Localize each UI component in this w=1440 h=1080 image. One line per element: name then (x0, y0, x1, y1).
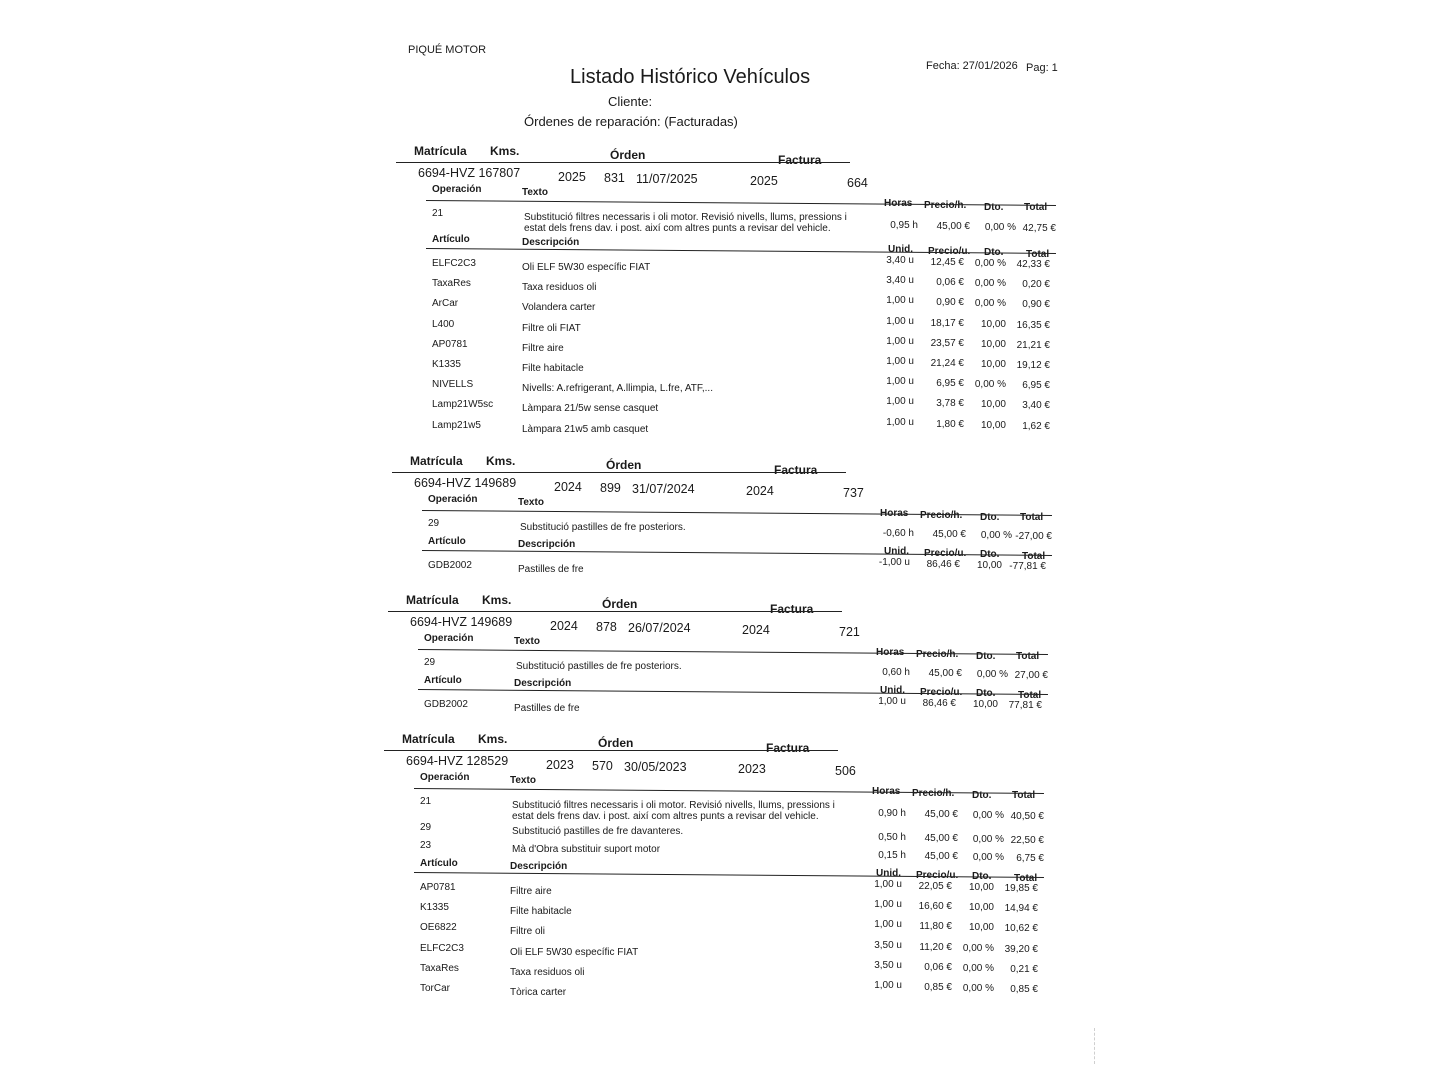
article-price: 16,60 € (918, 901, 952, 913)
article-dto: 10,00 (980, 399, 1006, 411)
article-units: 1,00 u (886, 356, 914, 367)
article-units: 3,50 u (874, 939, 902, 951)
order-date: 31/07/2024 (632, 482, 695, 496)
vehicle-header-rule (384, 750, 838, 751)
operation-code: 29 (420, 822, 432, 833)
operation-total: 27,00 € (1014, 670, 1048, 681)
articulo-header: Artículo (424, 675, 462, 686)
article-row (396, 315, 1066, 339)
article-description: Filte habitacle (522, 363, 584, 374)
operation-dto: 0,00 % (984, 222, 1016, 233)
article-units: -1,00 u (878, 557, 910, 568)
operation-price: 45,00 € (924, 809, 958, 820)
texto-header: Texto (522, 187, 548, 198)
article-description: Làmpara 21/5w sense casquet (522, 403, 659, 415)
article-code: K1335 (420, 902, 449, 914)
article-total: 6,95 € (1022, 380, 1050, 392)
operation-dto: 0,00 % (972, 810, 1004, 821)
order-number: 878 (596, 620, 617, 634)
descripcion-header: Descripción (522, 237, 580, 248)
total-header: Total (1018, 690, 1042, 701)
operation-code: 29 (424, 657, 436, 668)
operation-hours: 0,15 h (878, 850, 906, 861)
operation-text-line: Substitució pastilles de fre posteriors. (520, 522, 686, 533)
article-price: 12,45 € (930, 257, 964, 268)
total-header: Total (1022, 551, 1046, 562)
article-total: 19,12 € (1016, 360, 1050, 371)
dto-header: Dto. (980, 512, 1000, 523)
operation-text-line: Mà d'Obra substituir suport motor (512, 844, 661, 855)
factura-header: Factura (774, 463, 818, 477)
article-units: 1,00 u (886, 315, 914, 327)
article-row (396, 356, 1066, 379)
horas-header: Horas (880, 508, 909, 519)
orders-filter-label: Órdenes de reparación: (Facturadas) (524, 114, 738, 129)
precio-h-header: Precio/h. (924, 200, 967, 211)
operation-total: 40,50 € (1010, 811, 1044, 822)
precio-h-header: Precio/h. (920, 510, 963, 521)
dto-header: Dto. (972, 790, 992, 801)
factura-header: Factura (778, 153, 822, 167)
vehicle-header-rule (392, 472, 846, 473)
operation-text-line: estat dels frens dav. i post. així com altres punts a revisar del vehicle. (512, 811, 819, 822)
matricula-header: Matrícula (402, 732, 455, 746)
article-code: GDB2002 (424, 699, 468, 710)
article-row (384, 899, 1054, 922)
article-code: TorCar (420, 983, 451, 994)
horas-header: Horas (884, 198, 913, 209)
article-row (384, 919, 1054, 942)
article-price: 11,80 € (919, 921, 952, 933)
operation-price: 45,00 € (936, 221, 970, 232)
article-total: 10,62 € (1004, 923, 1038, 935)
article-dto: 10,00 (980, 338, 1006, 350)
texto-header: Texto (510, 775, 536, 786)
invoice-number: 737 (843, 486, 864, 500)
article-price: 18,17 € (930, 317, 964, 329)
total-header: Total (1014, 873, 1038, 884)
unid-header: Unid. (888, 244, 913, 255)
operation-dto: 0,00 % (972, 852, 1004, 863)
operation-dto: 0,00 % (976, 669, 1008, 680)
article-row (396, 335, 1066, 359)
precio-h-header: Precio/h. (912, 788, 955, 799)
article-units: 1,00 u (874, 879, 902, 890)
article-row (388, 696, 1058, 719)
texto-header: Texto (518, 497, 544, 508)
article-price: 23,57 € (930, 337, 964, 349)
article-description: Volandera carter (522, 302, 596, 314)
report-date: Fecha: 27/01/2026 (926, 60, 1018, 72)
article-description: Filtre oli (510, 926, 546, 938)
article-description: Filtre aire (510, 886, 552, 897)
page-number: Pag: 1 (1026, 62, 1058, 74)
article-total: 0,85 € (1010, 984, 1038, 995)
operation-total: 42,75 € (1022, 223, 1056, 234)
article-units: 1,00 u (874, 980, 902, 991)
vehicle-header (384, 732, 844, 755)
precio-h-header: Precio/h. (916, 649, 959, 660)
report-document (396, 40, 1066, 1040)
operation-price: 45,00 € (924, 851, 958, 862)
article-price: 6,95 € (936, 378, 964, 390)
article-dto: 0,00 % (962, 983, 994, 994)
article-code: ELFC2C3 (420, 942, 464, 954)
article-units: 3,40 u (886, 255, 914, 266)
order-date: 30/05/2023 (624, 760, 687, 774)
matricula-header: Matrícula (414, 144, 467, 158)
operation-hours: 0,60 h (882, 667, 910, 678)
total-header: Total (1012, 790, 1036, 801)
article-total: 21,21 € (1016, 339, 1050, 351)
article-dto: 0,00 % (962, 942, 994, 954)
article-code: TaxaRes (432, 278, 471, 290)
orden-header: Órden (610, 148, 646, 162)
article-price: 86,46 € (926, 559, 960, 570)
article-row (396, 396, 1066, 419)
order-year: 2025 (558, 170, 586, 184)
article-description: Tòrica carter (510, 987, 567, 998)
operation-code: 23 (420, 840, 432, 851)
article-code: K1335 (432, 359, 461, 370)
total-header: Total (1020, 512, 1044, 523)
article-units: 1,00 u (878, 696, 906, 707)
operation-price: 45,00 € (928, 668, 962, 679)
plate-kms: 6694-HVZ 149689 (410, 615, 513, 629)
article-price: 0,06 € (936, 277, 964, 289)
article-dto: 0,00 % (974, 379, 1006, 391)
operation-text-line: Substitució filtres necessaris i oli motor. Revisió nivells, llums, pressions i (524, 212, 847, 223)
article-price: 0,06 € (924, 961, 952, 973)
descripcion-header: Descripción (510, 861, 568, 872)
articulo-header: Artículo (432, 234, 470, 245)
article-description: Filtre aire (522, 342, 564, 354)
operation-total: -27,00 € (1015, 531, 1052, 542)
article-units: 1,00 u (886, 416, 914, 428)
plate-kms: 6694-HVZ 128529 (406, 754, 509, 768)
invoice-number: 506 (835, 764, 856, 778)
article-description: Oli ELF 5W30 específic FIAT (522, 262, 651, 273)
operation-code: 21 (432, 208, 444, 219)
operation-text-line: Substitució pastilles de fre posteriors. (516, 661, 682, 672)
operacion-header: Operación (424, 633, 474, 644)
articulo-header: Artículo (420, 858, 458, 869)
vehicle-block (384, 732, 1054, 1032)
order-date: 26/07/2024 (628, 621, 691, 635)
descripcion-header: Descripción (514, 678, 572, 689)
article-code: GDB2002 (428, 560, 472, 571)
kms-header: Kms. (482, 593, 512, 607)
article-dto: 10,00 (980, 318, 1006, 330)
article-description: Oli ELF 5W30 específic FIAT (510, 946, 639, 958)
article-code: OE6822 (420, 922, 457, 934)
article-row (396, 295, 1066, 318)
horas-header: Horas (872, 786, 901, 797)
article-description: Filte habitacle (510, 906, 572, 918)
operation-price: 45,00 € (932, 529, 966, 540)
article-total: 3,40 € (1022, 400, 1050, 412)
article-row (396, 416, 1066, 440)
report-title: Listado Histórico Vehículos (570, 66, 811, 88)
plate-kms: 6694-HVZ 149689 (414, 476, 517, 490)
vehicle-header (388, 593, 848, 616)
article-price: 22,05 € (918, 881, 952, 892)
article-description: Làmpara 21w5 amb casquet (522, 423, 649, 435)
order-year: 2024 (550, 619, 578, 633)
article-total: 0,21 € (1010, 963, 1038, 975)
article-units: 3,50 u (874, 959, 902, 971)
article-row (384, 939, 1054, 963)
article-description: Nivells: A.refrigerant, A.llimpia, L.fre, ATF,... (522, 383, 713, 395)
total-header: Total (1026, 249, 1050, 260)
article-units: 1,00 u (886, 396, 914, 408)
article-code: NIVELLS (432, 379, 474, 391)
article-total: 1,62 € (1022, 420, 1050, 432)
orden-header: Órden (598, 736, 634, 750)
article-dto: 10,00 (972, 699, 998, 710)
article-dto: 10,00 (968, 902, 994, 914)
operation-hours: 0,50 h (878, 832, 906, 843)
kms-header: Kms. (486, 454, 516, 468)
order-date: 11/07/2025 (636, 172, 698, 186)
matricula-header: Matrícula (406, 593, 459, 607)
horas-header: Horas (876, 647, 905, 658)
article-units: 1,00 u (886, 376, 914, 388)
company-name: PIQUÉ MOTOR (408, 44, 487, 56)
total-header: Total (1016, 651, 1040, 662)
order-year: 2023 (546, 758, 574, 772)
invoice-year: 2023 (738, 762, 766, 776)
unid-header: Unid. (884, 546, 909, 557)
precio-u-header: Precio/u. (924, 548, 967, 559)
kms-header: Kms. (490, 144, 520, 158)
unid-header: Unid. (880, 685, 905, 696)
vehicle-block (396, 144, 1066, 444)
plate-kms: 6694-HVZ 167807 (418, 166, 521, 180)
operation-hours: -0,60 h (882, 528, 914, 539)
article-units: 3,40 u (886, 275, 914, 287)
article-code: ELFC2C3 (432, 258, 476, 269)
article-total: 39,20 € (1004, 943, 1038, 955)
invoice-year: 2024 (742, 623, 770, 637)
dto-header: Dto. (976, 688, 996, 699)
orden-header: Órden (602, 597, 638, 611)
article-code: Lamp21w5 (432, 419, 481, 431)
article-code: AP0781 (432, 338, 468, 350)
invoice-year: 2024 (746, 484, 774, 498)
unid-header: Unid. (876, 868, 901, 879)
article-row (384, 879, 1054, 902)
operation-code: 29 (428, 518, 440, 529)
article-price: 86,46 € (922, 698, 956, 709)
article-dto: 0,00 % (974, 278, 1006, 290)
article-dto: 10,00 (968, 882, 994, 893)
client-label: Cliente: (608, 94, 653, 109)
precio-u-header: Precio/u. (928, 246, 971, 257)
article-row (396, 255, 1066, 278)
article-dto: 0,00 % (974, 298, 1006, 310)
article-price: 3,78 € (936, 398, 964, 410)
operation-text-line: Substitució pastilles de fre davanteres. (512, 826, 684, 837)
article-dto: 10,00 (980, 359, 1006, 370)
invoice-year: 2025 (750, 174, 778, 188)
article-total: 14,94 € (1004, 903, 1038, 915)
precio-u-header: Precio/u. (920, 687, 963, 698)
article-description: Taxa residuos oli (522, 282, 597, 294)
operacion-header: Operación (432, 184, 482, 195)
article-total: 0,20 € (1022, 279, 1050, 291)
article-code: AP0781 (420, 882, 456, 893)
total-header: Total (1024, 202, 1048, 213)
vehicle-header (392, 454, 852, 477)
order-year: 2024 (554, 480, 582, 494)
vehicle-header-rule (396, 162, 850, 163)
factura-header: Factura (770, 602, 814, 616)
article-description: Filtre oli FIAT (522, 322, 581, 334)
article-total: -77,81 € (1009, 561, 1046, 572)
article-price: 11,20 € (919, 941, 952, 953)
operacion-header: Operación (420, 772, 470, 783)
article-price: 0,85 € (924, 982, 952, 993)
article-dto: 0,00 % (974, 258, 1006, 269)
invoice-number: 664 (847, 176, 868, 190)
article-total: 0,90 € (1022, 299, 1050, 311)
article-units: 1,00 u (886, 295, 914, 307)
article-description: Pastilles de fre (514, 703, 580, 714)
article-row (384, 980, 1054, 1003)
dto-header: Dto. (976, 651, 996, 662)
order-number: 570 (592, 759, 613, 773)
matricula-header: Matrícula (410, 454, 463, 468)
article-code: ArCar (432, 298, 459, 310)
dto-header: Dto. (972, 871, 992, 882)
article-description: Pastilles de fre (518, 564, 584, 575)
article-total: 42,33 € (1016, 259, 1050, 270)
article-price: 0,90 € (936, 297, 964, 309)
operation-total: 6,75 € (1016, 853, 1044, 864)
scan-edge-mark (1094, 1028, 1095, 1064)
operation-hours: 0,90 h (878, 808, 906, 819)
article-price: 1,80 € (936, 418, 964, 430)
operation-text-line: estat dels frens dav. i post. així com altres punts a revisar del vehicle. (524, 223, 831, 234)
article-dto: 10,00 (968, 922, 994, 934)
article-dto: 10,00 (976, 560, 1002, 571)
operacion-header: Operación (428, 494, 478, 505)
article-row (396, 376, 1066, 399)
article-total: 19,85 € (1004, 883, 1038, 894)
order-number: 899 (600, 481, 621, 495)
article-total: 77,81 € (1008, 700, 1042, 711)
article-price: 21,24 € (930, 358, 964, 369)
dto-header: Dto. (980, 549, 1000, 560)
factura-header: Factura (766, 741, 810, 755)
operation-dto: 0,00 % (980, 530, 1012, 541)
article-code: Lamp21W5sc (432, 399, 494, 411)
article-row (392, 557, 1062, 580)
article-dto: 0,00 % (962, 962, 994, 974)
dto-header: Dto. (984, 247, 1004, 258)
article-row (384, 959, 1054, 983)
operation-code: 21 (420, 796, 432, 807)
article-dto: 10,00 (980, 419, 1006, 431)
article-code: TaxaRes (420, 962, 459, 974)
article-units: 1,00 u (886, 335, 914, 347)
texto-header: Texto (514, 636, 540, 647)
article-total: 16,35 € (1016, 319, 1050, 331)
orden-header: Órden (606, 458, 642, 472)
article-units: 1,00 u (874, 899, 902, 911)
operation-text-line: Substitució filtres necessaris i oli motor. Revisió nivells, llums, pressions i (512, 800, 835, 811)
kms-header: Kms. (478, 732, 508, 746)
vehicle-header (396, 144, 856, 167)
operation-hours: 0,95 h (890, 220, 918, 231)
operation-price: 45,00 € (924, 833, 958, 844)
descripcion-header: Descripción (518, 539, 576, 550)
dto-header: Dto. (984, 202, 1004, 213)
vehicle-header-rule (388, 611, 842, 612)
invoice-number: 721 (839, 625, 860, 639)
operation-total: 22,50 € (1010, 835, 1044, 846)
order-number: 831 (604, 171, 625, 185)
article-code: L400 (432, 318, 455, 330)
article-description: Taxa residuos oli (510, 966, 585, 978)
operation-dto: 0,00 % (972, 834, 1004, 845)
articulo-header: Artículo (428, 536, 466, 547)
precio-u-header: Precio/u. (916, 870, 959, 881)
article-row (396, 275, 1066, 298)
article-units: 1,00 u (874, 919, 902, 931)
